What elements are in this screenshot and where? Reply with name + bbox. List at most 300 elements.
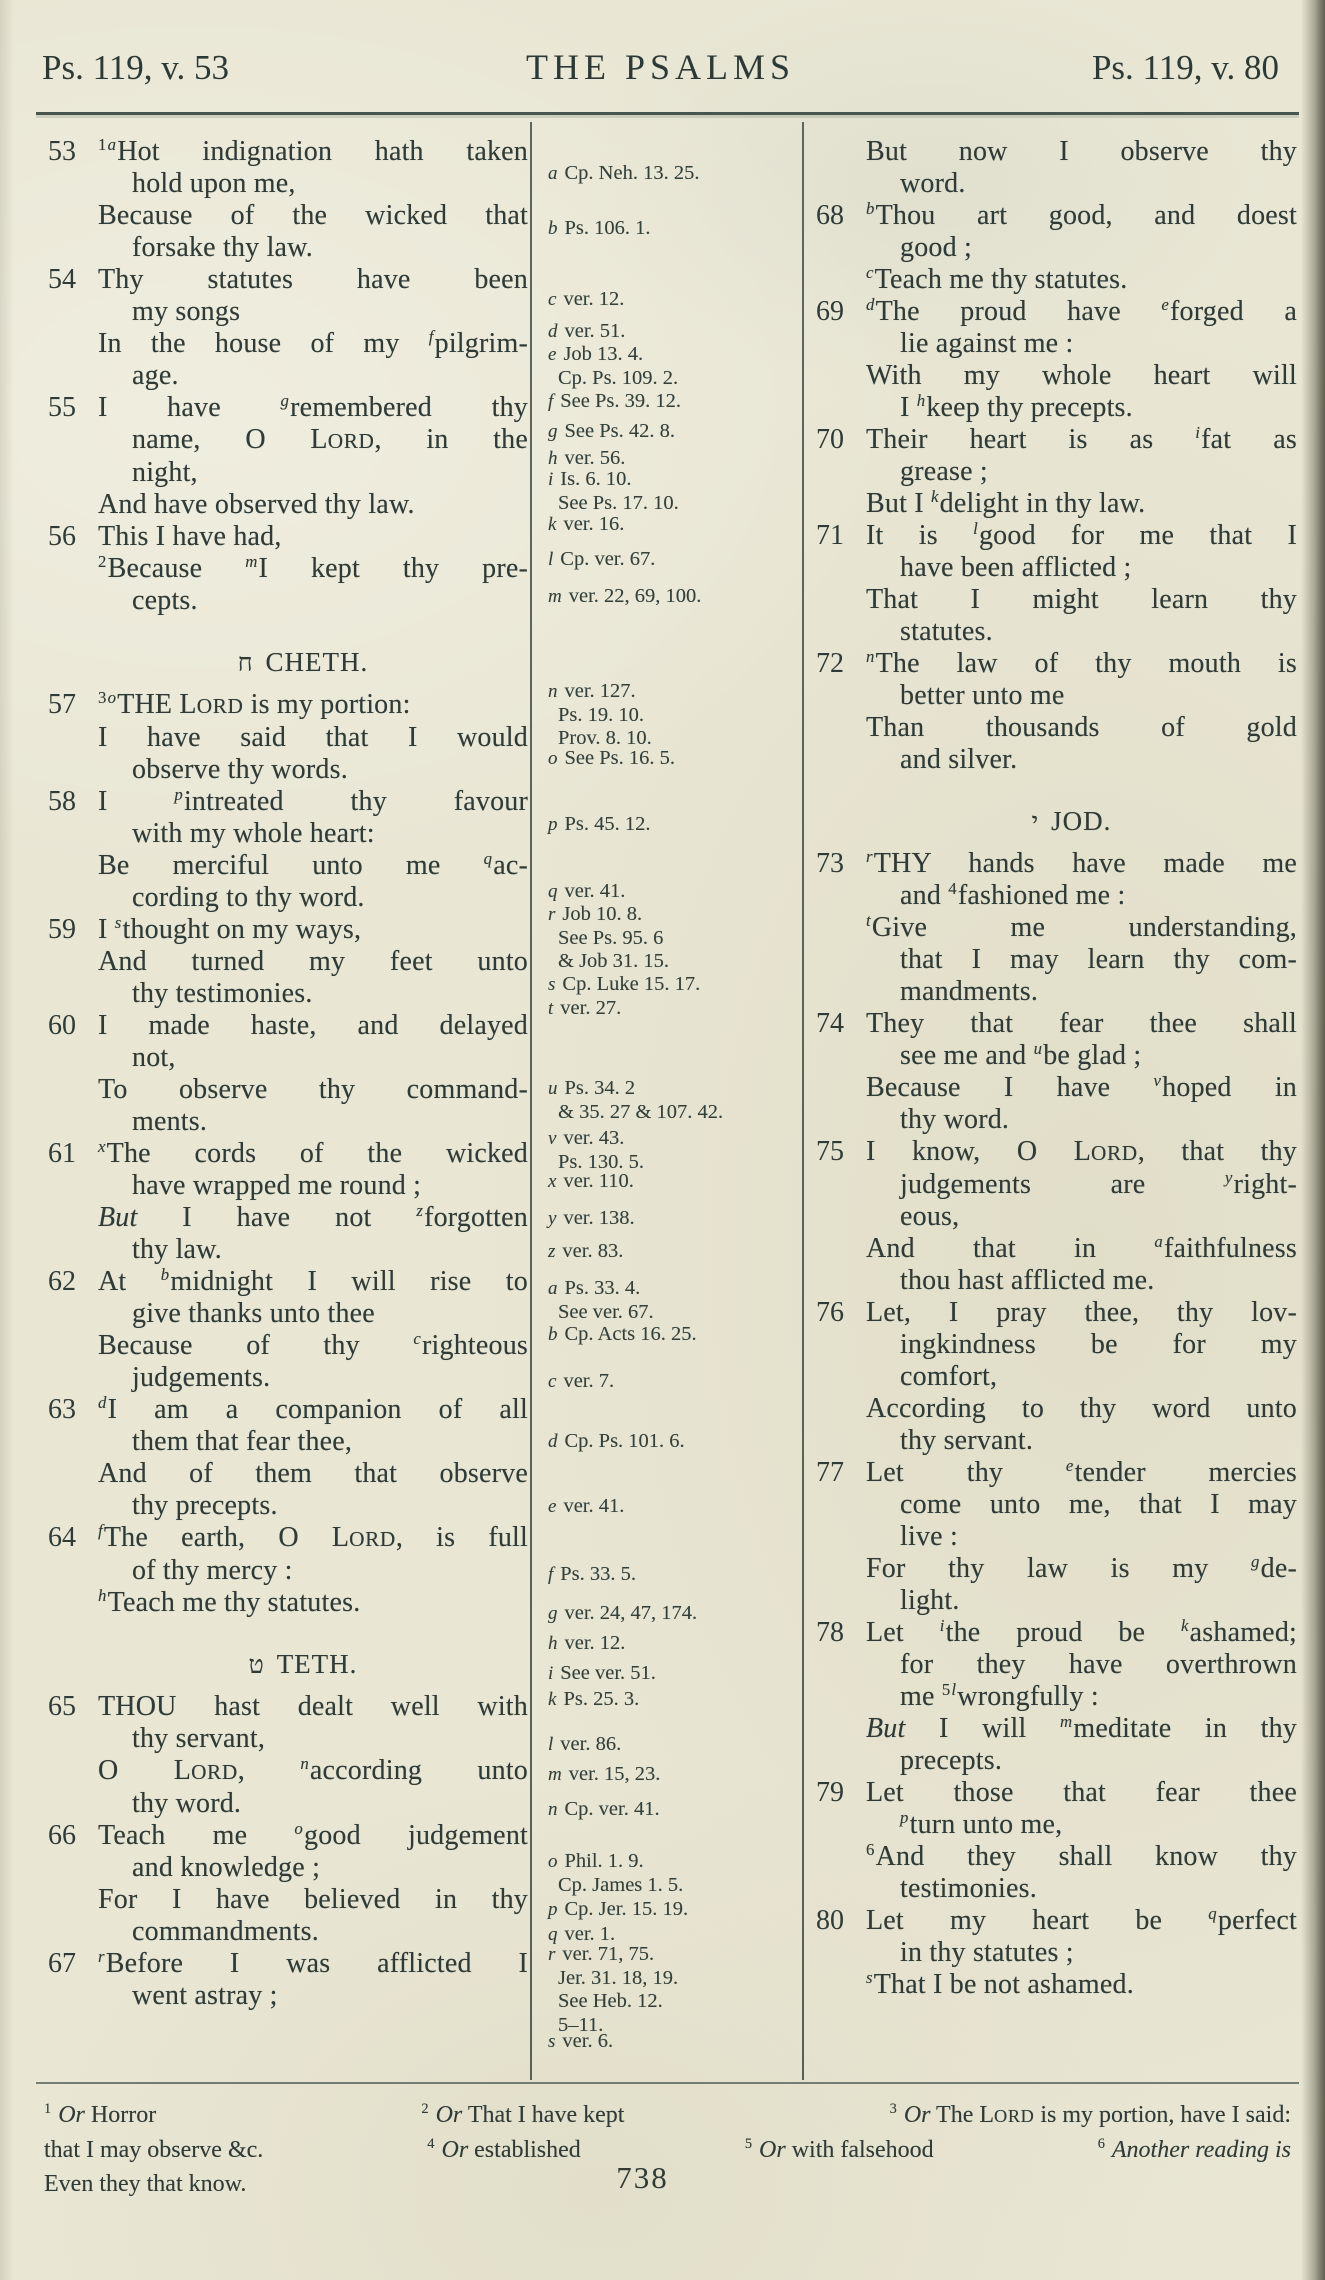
half-verse [866,520,1297,584]
reference-line: t ver. 27. [548,997,622,1019]
verse-line: To observe thy command- [98,1074,528,1105]
verse-text [98,1948,530,2012]
verse-line: $^h$Teach me thy statutes. [98,1585,361,1618]
verse-line: $^r$Before I was afflicted I [98,1946,528,1979]
verse-line: lie against me : [900,328,1074,359]
reference-line: n Cp. ver. 41. [548,1798,660,1820]
verse-62 [36,1266,530,1394]
half-verse [98,1074,528,1138]
verse-number: 76 [816,1297,844,1328]
half-verse [98,1820,528,1884]
half-verse [866,1008,1297,1072]
reference-line: d ver. 51. [548,320,626,342]
reference-letter: l [548,1734,554,1755]
verse-line: and $^4$fashioned me : [900,878,1126,911]
footnote-item: $^2$ Or That I have kept [421,2101,625,2128]
reference-line: x ver. 110. [548,1170,634,1192]
verse-line: thy precepts. [132,1490,278,1521]
reference-letter: c [548,1371,557,1392]
reference-line: a Ps. 33. 4. [548,1277,641,1299]
verse-text [98,1691,530,1820]
verse-75 [804,1136,1299,1297]
verse-line: Let my heart be $^q$perfect [866,1903,1297,1936]
verse-line: for they have overthrown [900,1649,1297,1680]
cross-reference [548,1240,798,1264]
verse-line: come unto me, that I may [900,1489,1297,1520]
verse-line: Teach me $^o$good judgement [98,1818,528,1851]
verse-60 [36,1010,530,1138]
reference-letter: z [548,1241,556,1262]
cross-reference [548,1662,798,1686]
verse-text [866,200,1299,296]
verse-line: $^p$turn unto me, [900,1807,1063,1840]
verse-line: With my whole heart will [866,360,1297,391]
half-verse [98,1202,528,1266]
half-verse [98,1587,528,1619]
cross-reference [548,585,798,609]
reference-line: p Ps. 45. 12. [548,813,651,835]
half-verse [98,264,528,328]
verse-line: my songs [132,296,241,327]
reference-line: n ver. 127. [548,680,636,702]
verse-line: in thy statutes ; [900,1937,1074,1968]
verse-line: observe thy words. [132,754,348,785]
reference-letter: m [548,586,562,607]
cross-reference [548,447,798,471]
reference-letter: s [548,2031,556,2052]
verse-line: But I have not $^z$forgotten [98,1200,528,1233]
verse-78 [804,1617,1299,1777]
reference-line-continuation: Prov. 8. 10. [558,727,652,749]
reference-letter: q [548,1924,558,1945]
verse-line: them that fear thee, [132,1426,353,1457]
half-verse [98,1010,528,1074]
cross-reference [548,1323,798,1347]
reference-line-continuation: Jer. 31. 18, 19. [558,1966,679,1989]
verse-number: 57 [48,689,76,720]
running-head-right: Ps. 119, v. 80 [1091,48,1279,87]
reference-line: l ver. 86. [548,1733,622,1755]
verse-line: Because I have $^v$hoped in [866,1070,1297,1103]
verse-text [98,392,530,521]
verse-63 [36,1394,530,1522]
verse-line: and silver. [900,744,1018,775]
running-head-left: Ps. 119, v. 53 [42,48,230,87]
verse-text [98,1266,530,1394]
verse-68 [804,200,1299,296]
reference-letter: g [548,1603,558,1624]
half-verse [98,1884,528,1948]
verse-line: thy law. [132,1234,222,1265]
cross-reference [548,548,798,572]
section-name: CHETH. [265,647,369,677]
verse-59 [36,914,530,1010]
cross-reference [548,997,798,1021]
reference-line: a Cp. Neh. 13. 25. [548,162,700,184]
cross-reference [548,1077,798,1124]
half-verse [98,722,528,786]
verse-line: $^d$The proud have $^e$forged a [866,294,1297,327]
verse-line: Let $^i$the proud be $^k$ashamed; [866,1615,1297,1648]
verse-text [866,1297,1299,1457]
verse-number: 58 [48,786,76,817]
half-verse [98,1266,528,1330]
reference-line: s Cp. Luke 15. 17. [548,973,701,995]
verse-line: word. [900,168,966,199]
reference-line: f Ps. 33. 5. [548,1563,637,1585]
verse-line: I $^s$thought on my ways, [98,912,362,945]
half-verse [866,1553,1297,1617]
reference-line-continuation: See Ps. 17. 10. [558,491,679,514]
verse-line: that I may learn thy com- [900,944,1297,975]
footnote-item: that I may observe &c. [44,2137,264,2163]
half-verse [866,1393,1297,1457]
reference-letter: n [548,681,558,702]
hebrew-letter: י [1031,809,1040,836]
reference-line-continuation: Ps. 130. 5. [558,1150,645,1173]
verse-line: Thy statutes have been [98,264,528,295]
verse-line: have been afflicted ; [900,552,1132,583]
verse-number: 68 [816,200,844,231]
section-heading [804,804,1299,840]
header-rule [36,112,1299,115]
cross-reference-column [532,122,802,2080]
half-verse [98,521,528,553]
footnote-item: $^5$ Or with falsehood [744,2136,934,2163]
half-verse [866,136,1297,200]
half-verse [98,392,528,489]
verse-line: age. [132,360,179,391]
reference-letter: f [548,391,554,412]
verse-number: 74 [816,1008,844,1039]
cross-reference [548,420,798,444]
reference-line: l Cp. ver. 67. [548,548,656,570]
reference-letter: c [548,289,557,310]
reference-letter: u [548,1078,558,1099]
verse-line: $^t$Give me understanding, [866,910,1297,943]
reference-letter: t [548,998,554,1019]
verse-line: thou hast afflicted me. [900,1265,1155,1296]
cross-reference [548,1688,798,1712]
reference-letter: g [548,421,558,442]
verse-line: They that fear thee shall [866,1008,1297,1039]
half-verse [98,1330,528,1394]
verse-71 [804,520,1299,648]
verse-line: good ; [900,232,972,263]
verse-line: This I have had, [98,521,282,552]
page-number: 738 [616,2160,669,2195]
cross-reference [548,1495,798,1519]
reference-line: y ver. 138. [548,1207,635,1229]
verse-66 [36,1820,530,1948]
verse-line: I $^p$intreated thy favour [98,784,528,817]
reference-line: g ver. 24, 47, 174. [548,1602,698,1624]
verse-text [98,1820,530,1948]
reference-line-continuation: Ps. 19. 10. [558,703,645,726]
verse-line: $^f$The earth, O LORD, is full [98,1520,529,1553]
verse-number: 67 [48,1948,76,1979]
verse-line: thy servant. [900,1425,1034,1456]
reference-line: g See Ps. 42. 8. [548,420,675,442]
cross-reference [548,390,798,414]
verse-line: $^6$And they shall know thy [866,1839,1297,1872]
verse-number: 63 [48,1394,76,1425]
verse-line: name, O LORD, in the [132,424,528,455]
verse-line: According to thy word unto [866,1393,1297,1424]
verse-line: ingkindness be for my [900,1329,1297,1360]
cross-reference [548,2030,798,2054]
reference-letter: h [548,1633,558,1654]
verse-line: In the house of my $^f$pilgrim- [98,326,528,359]
verse-text [866,1136,1299,1297]
verse-line: comfort, [900,1361,998,1392]
verse-text [98,264,530,392]
verse-text [98,1010,530,1138]
verse-line: $^d$I am a companion of all [98,1392,528,1425]
hebrew-letter: ח [237,650,254,677]
cross-reference [548,1898,798,1922]
reference-line: c ver. 7. [548,1370,615,1392]
reference-letter: o [548,1851,558,1872]
cross-reference [548,1733,798,1757]
cross-reference [548,1277,798,1324]
reference-line: z ver. 83. [548,1240,624,1262]
footnote-item: $^6$ Another reading is [1097,2136,1291,2163]
verse-72 [804,648,1299,776]
cross-reference [548,1127,798,1174]
cross-reference [548,1632,798,1656]
verse-text [98,1522,530,1619]
verse-text [98,136,530,264]
verse-67 [36,1948,530,2012]
footnote-item: Even they that know. [44,2171,247,2197]
reference-letter: b [548,218,558,239]
reference-line: r Job 10. 8. [548,903,643,925]
verse-number [804,136,866,200]
half-verse [866,200,1297,264]
verse-line: eous, [900,1201,960,1232]
verse-number: 80 [816,1905,844,1936]
verse-number: 61 [48,1138,76,1169]
reference-line-continuation: Cp. James 1. 5. [558,1873,684,1896]
verse-text [866,1617,1299,1777]
verse-text [98,914,530,1010]
verse-line: live : [900,1521,958,1552]
reference-letter: k [548,1689,557,1710]
verse-line: I have said that I would [98,722,528,753]
verse-line: precepts. [900,1745,1003,1776]
verse-73 [804,848,1299,1008]
footnote-item: $^3$ Or The LORD is my portion, have I said: [889,2101,1291,2128]
reference-line: o See Ps. 16. 5. [548,747,675,769]
reference-letter: h [548,448,558,469]
reference-line: v ver. 43. [548,1127,625,1149]
cross-reference [548,1763,798,1787]
verse-line: not, [132,1042,176,1073]
verse-57 [36,689,530,786]
verse-line: $^c$Teach me thy statutes. [866,262,1128,295]
verse-line: me $^{5l}$wrongfully : [900,1679,1099,1712]
verse-number: 72 [816,648,844,679]
reference-line: m ver. 22, 69, 100. [548,585,702,607]
cross-reference [548,747,798,771]
reference-line-continuation: See ver. 67. [558,1300,654,1323]
reference-letter: o [548,748,558,769]
section-name: JOD. [1051,806,1112,836]
running-head [42,46,1279,88]
half-verse [866,1233,1297,1297]
reference-line-continuation: 5–11. [558,2013,604,2036]
half-verse [866,584,1297,648]
verse-56 [36,521,530,617]
page-left-edge-shading [0,0,14,2280]
cross-reference [548,1798,798,1822]
reference-letter: e [548,344,557,365]
reference-line-continuation: See Heb. 12. [558,1990,663,2012]
verse-line: ments. [132,1106,208,1137]
reference-letter: k [548,514,557,535]
cross-reference [548,1943,798,2037]
verse-line: see me and $^u$be glad ; [900,1038,1142,1071]
reference-letter: l [548,549,554,570]
verse-text [98,1138,530,1266]
verse-text [866,1008,1299,1136]
verse-line: light. [900,1585,960,1616]
reference-line: i Is. 6. 10. [548,468,632,490]
verse-line: It is $^l$good for me that I [866,518,1297,551]
verse-line: judgements are $^y$right- [900,1167,1297,1200]
verse-number: 53 [48,136,76,167]
half-verse [866,1713,1297,1777]
verse-line: thy servant, [132,1723,266,1754]
reference-letter: e [548,1496,557,1517]
half-verse [866,264,1297,296]
half-verse [98,553,528,617]
cross-reference [548,288,798,312]
verse-line: $^b$Thou art good, and doest [866,198,1297,231]
running-head-title: THE PSALMS [525,47,796,87]
verse-line: I have $^g$remembered thy [98,390,528,423]
verse-number: 65 [48,1691,76,1722]
section-name: TETH. [276,1649,358,1679]
cross-reference [548,880,798,904]
verse-number: 59 [48,914,76,945]
reference-letter: d [548,1431,558,1452]
column-divider-right [802,122,804,2080]
verse-line: But I will $^m$meditate in thy [866,1711,1297,1744]
section-heading [36,645,530,681]
verse-line: grease ; [900,456,988,487]
reference-line: k Ps. 25. 3. [548,1688,640,1710]
verse-number: 73 [816,848,844,879]
cross-reference [548,343,798,390]
verse-line: Than thousands of gold [866,712,1297,743]
verse-line: And turned my feet unto [98,946,528,977]
half-verse [866,296,1297,360]
half-verse [98,200,528,264]
half-verse [98,850,528,914]
half-verse [866,1072,1297,1136]
reference-line: m ver. 15, 23. [548,1763,661,1785]
verse-line: judgements. [132,1362,271,1393]
reference-line: f See Ps. 39. 12. [548,390,682,412]
verse-line: $^r$THY hands have made me [866,846,1297,879]
verse-77 [804,1457,1299,1617]
verse-54 [36,264,530,392]
reference-letter: y [548,1208,557,1229]
verse-53 [36,136,530,264]
verse-55 [36,392,530,521]
reference-letter: d [548,321,558,342]
verse-line: of thy mercy : [132,1555,293,1586]
half-verse [866,648,1297,712]
verse-number: 78 [816,1617,844,1648]
verse-line: $^{1a}$Hot indignation hath taken [98,134,528,167]
reference-letter: v [548,1128,557,1149]
verse-number: 62 [48,1266,76,1297]
verse-line: Let those that fear thee [866,1777,1297,1808]
verse-line: But I $^k$delight in thy law. [866,486,1146,519]
verse-line: thy word. [132,1788,242,1819]
verse-number: 79 [816,1777,844,1808]
half-verse [866,488,1297,520]
verse-text [98,1394,530,1522]
cross-reference [548,217,798,241]
half-verse [98,914,528,946]
cross-reference [548,903,798,974]
half-verse [98,1948,528,2012]
reference-letter: x [548,1171,557,1192]
verse-line: night, [132,457,198,488]
verse-text [866,1777,1299,1905]
footnote-rule [36,2082,1299,2084]
verse-76 [804,1297,1299,1457]
verse-line: For I have believed in thy [98,1884,528,1915]
reference-line: b Ps. 106. 1. [548,217,651,239]
verse-line: Be merciful unto me $^q$ac- [98,848,528,881]
cross-reference [548,973,798,997]
half-verse [98,1522,528,1587]
reference-line-continuation: & 35. 27 & 107. 42. [558,1100,724,1123]
reference-line: u Ps. 34. 2 [548,1077,636,1099]
verse-text [866,648,1299,776]
reference-line: e Job 13. 4. [548,343,644,365]
reference-line: b Cp. Acts 16. 25. [548,1323,697,1345]
half-verse [866,1617,1297,1713]
verse-number: 75 [816,1136,844,1167]
verse-line: Because of the wicked that [98,200,528,231]
page-right-edge-shadow [1301,0,1325,2280]
verse-text [98,786,530,914]
verse-number: 77 [816,1457,844,1488]
verse-line: $^{3o}$THE LORD is my portion: [98,687,411,720]
half-verse [866,912,1297,1008]
footnote-row [44,2098,1291,2133]
reference-line: e ver. 41. [548,1495,625,1517]
cross-reference [548,680,798,751]
cross-reference [548,162,798,186]
half-verse [866,1905,1297,1969]
verse-number: 71 [816,520,844,551]
verse-line: But now I observe thy [866,136,1297,167]
verse-line: with my whole heart: [132,818,375,849]
right-text-column [804,122,1299,2080]
verse-continuation [804,136,1299,200]
verse-number: 70 [816,424,844,455]
half-verse [866,360,1297,424]
section-heading [36,1647,530,1683]
verse-line: Let, I pray thee, thy lov- [866,1297,1297,1328]
